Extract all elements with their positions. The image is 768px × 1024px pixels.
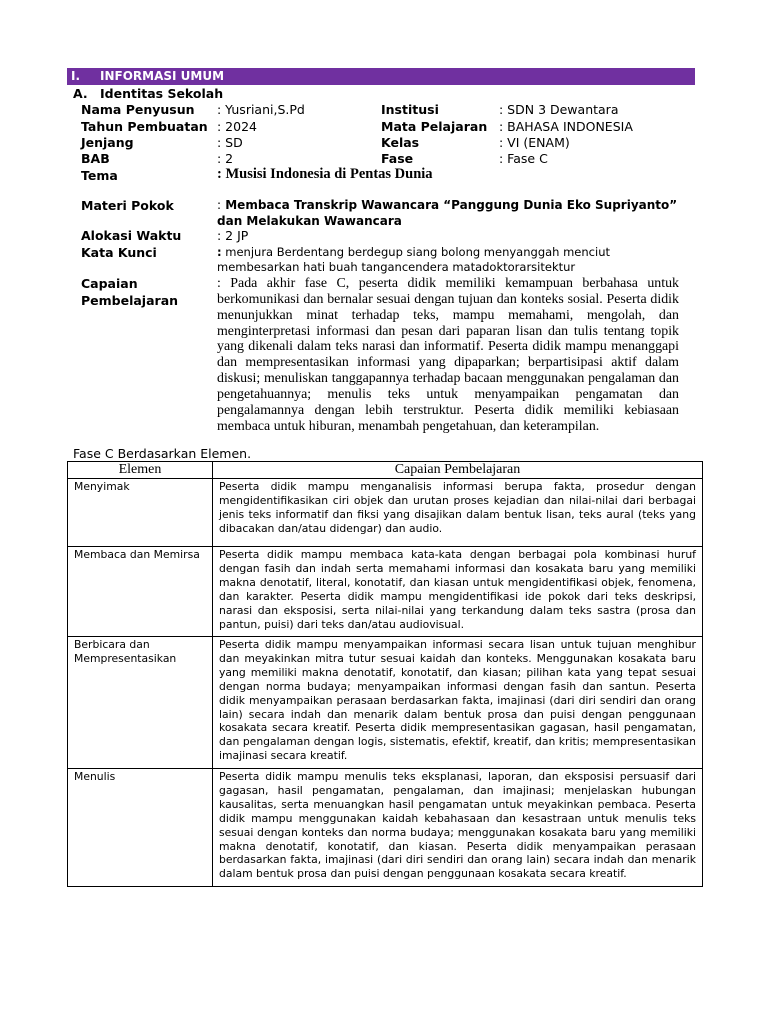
- tahun-pembuatan-value: : 2024: [217, 119, 257, 134]
- capaian-cell: Peserta didik mampu membaca kata-kata dengan berbagai pola kombinasi huruf dengan fasih dan indah serta memahami informasi dan kosakata baru yang memiliki makna denotatif, literal, konotatif, dan kiasan untuk mengidentifikasi objek, fenomena, dan karakter. Peserta didik mampu mengidentifikasi ide pokok dari teks deskripsi, narasi dan eksposisi, serta nilai-nilai yang terkandung dalam teks sastra (prosa dan pantun, puisi) dari teks dan/atau audiovisual.: [213, 547, 703, 637]
- table-row: [68, 769, 703, 887]
- bab-label: BAB: [81, 151, 110, 166]
- table-row: [68, 479, 703, 547]
- fase-c-title: Fase C Berdasarkan Elemen.: [73, 446, 252, 461]
- capaian-table: [67, 461, 703, 887]
- jenjang-label: Jenjang: [81, 135, 134, 150]
- capaian-cell: Peserta didik mampu menganalisis informasi berupa fakta, prosedur dengan mengidentifikasikan ciri objek dan urutan proses kejadian dan nilai-nilai dari berbagai jenis teks informatif dan fiksi yang disajikan dalam bentuk lisan, teks aural (teks yang dibacakan dan/atau didengar) dan audio.: [213, 479, 703, 547]
- materi-pokok-label: Materi Pokok: [81, 198, 174, 213]
- tema-label: Tema: [81, 168, 118, 183]
- elemen-cell: Menyimak: [68, 479, 213, 547]
- section-title: INFORMASI UMUM: [100, 69, 225, 83]
- kelas-value: : VI (ENAM): [499, 135, 570, 150]
- fase-label: Fase: [381, 151, 414, 166]
- elemen-cell: Menulis: [68, 769, 213, 887]
- table-row: [68, 547, 703, 637]
- section-header-bar: [67, 68, 695, 85]
- subsection-title: Identitas Sekolah: [100, 86, 224, 101]
- nama-penyusun-value: : Yusriani,S.Pd: [217, 102, 305, 117]
- institusi-value: : SDN 3 Dewantara: [499, 102, 619, 117]
- capaian-cell: Peserta didik mampu menyampaikan informasi secara lisan untuk tujuan menghibur dan meyakinkan mitra tutur sesuai kaidah dan konteks. Menggunakan kosakata baru yang memiliki makna denotatif, konotatif, dan kiasan; pilihan kata yang tepat sesuai dengan norma budaya; menyampaikan informasi dengan fasih dan santun. Peserta didik menyampaikan perasaan berdasarkan fakta, imajinasi (dari diri sendiri dan orang lain) secara indah dan menarik dalam bentuk prosa dan puisi dengan penggunaan kosakata secara kreatif. Peserta didik mempresentasikan gagasan, hasil pengamatan, dan pengalaman dengan logis, sistematis, efektif, kreatif, dan kritis; mempresentasikan imajinasi secara kreatif.: [213, 637, 703, 769]
- tahun-pembuatan-label: Tahun Pembuatan: [81, 119, 208, 134]
- materi-text: Membaca Transkrip Wawancara “Panggung Dunia Eko Supriyanto” dan Melakukan Wawancara: [217, 198, 678, 228]
- bab-value: : 2: [217, 151, 234, 166]
- materi-colon: :: [217, 198, 222, 212]
- nama-penyusun-label: Nama Penyusun: [81, 102, 195, 117]
- kelas-label: Kelas: [381, 135, 420, 150]
- kata-kunci-label: Kata Kunci: [81, 245, 157, 260]
- kata-kunci-value: [217, 245, 687, 275]
- institusi-label: Institusi: [381, 102, 439, 117]
- section-number: I.: [71, 69, 81, 83]
- tema-value: : Musisi Indonesia di Pentas Dunia: [217, 166, 433, 182]
- capaian-pembelajaran-text: : Pada akhir fase C, peserta didik memiliki kemampuan berbahasa untuk berkomunikasi dan bernalar sesuai dengan tujuan dan konteks sosial. Peserta didik menunjukkan minat terhadap teks, mampu memahami, mengolah, dan menginterpretasi informasi dan pesan dari paparan lisan dan tulis tentang topik yang dikenali dalam teks narasi dan informatif. Peserta didik mampu menanggapi dan mempresentasikan informasi yang dipaparkan; berpartisipasi aktif dalam diskusi; menuliskan tanggapannya terhadap bacaan menggunakan pengalaman dan pengetahuannya; menulis teks untuk menyampaikan pengamatan dan pengalamannya dengan lebih terstruktur. Peserta didik memiliki kebiasaan membaca untuk hiburan, menambah pengetahuan, dan keterampilan.: [217, 276, 679, 434]
- materi-pokok-value: [217, 197, 687, 229]
- subsection-number: A.: [73, 86, 88, 101]
- kata-kunci-text: menjura Berdentang berdegup siang bolong menyanggah menciut membesarkan hati buah tangancendera matadoktorarsitektur: [217, 245, 610, 274]
- jenjang-value: : SD: [217, 135, 243, 150]
- mata-pelajaran-value: : BAHASA INDONESIA: [499, 119, 633, 134]
- capaian-label-line2: Pembelajaran: [81, 293, 179, 308]
- elemen-cell: Berbicara dan Mempresentasikan: [68, 637, 213, 769]
- header-capaian: Capaian Pembelajaran: [213, 462, 703, 479]
- table-header-row: [68, 462, 703, 479]
- header-elemen: Elemen: [68, 462, 213, 479]
- alokasi-waktu-label: Alokasi Waktu: [81, 228, 182, 243]
- capaian-cell: Peserta didik mampu menulis teks eksplanasi, laporan, dan eksposisi persuasif dari gagasan, hasil pengamatan, pengalaman, dan imajinasi; menjelaskan hubungan kausalitas, serta menuangkan hasil pengamatan untuk meyakinkan pembaca. Peserta didik mampu menggunakan kaidah kebahasaan dan kesastraan untuk menulis teks sesuai dengan konteks dan norma budaya; menggunakan kosakata baru yang memiliki makna denotatif, konotatif, dan kiasan. Peserta didik menyampaikan perasaan berdasarkan fakta, imajinasi (dari diri sendiri dan orang lain) secara indah dan menarik dalam bentuk prosa dan puisi dengan penggunaan kosakata secara kreatif.: [213, 769, 703, 887]
- mata-pelajaran-label: Mata Pelajaran: [381, 119, 488, 134]
- capaian-label-line1: Capaian: [81, 276, 138, 291]
- kata-kunci-colon: :: [217, 245, 222, 259]
- elemen-cell: Membaca dan Memirsa: [68, 547, 213, 637]
- fase-value: : Fase C: [499, 151, 548, 166]
- alokasi-waktu-value: : 2 JP: [217, 228, 249, 243]
- table-row: [68, 637, 703, 769]
